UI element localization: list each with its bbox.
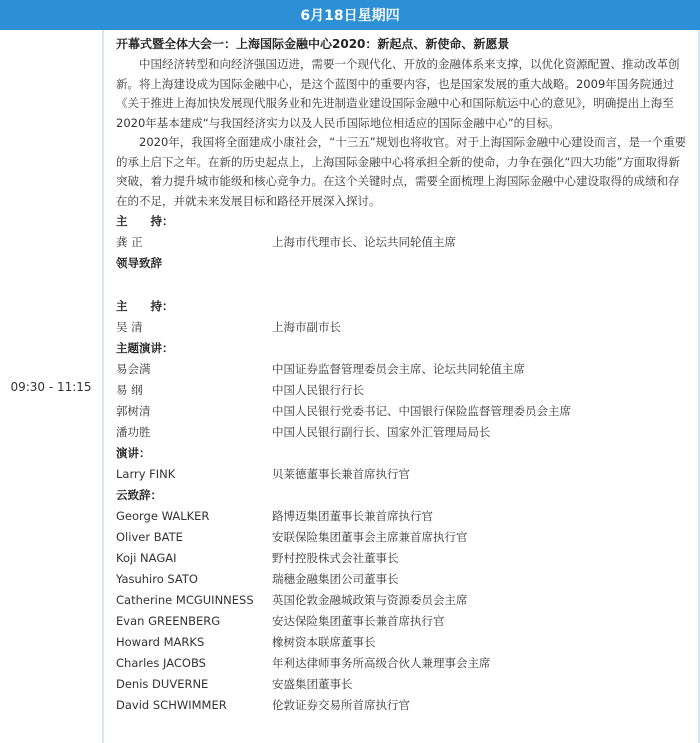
cloud-speaker-row bbox=[116, 569, 688, 590]
cloud-speaker-row bbox=[116, 653, 688, 674]
speaker-name: 易会满 bbox=[116, 362, 151, 376]
cloud-speaker-row bbox=[116, 632, 688, 653]
speaker-title: 安达保险集团董事长兼首席执行官 bbox=[272, 614, 445, 628]
speaker-title: 英国伦敦金融城政策与资源委员会主席 bbox=[272, 593, 468, 607]
speaker-title: 中国证券监督管理委员会主席、论坛共同轮值主席 bbox=[272, 362, 525, 376]
speaker-name: Koji NAGAI bbox=[116, 551, 177, 565]
speaker-name: Oliver BATE bbox=[116, 530, 183, 544]
host-row bbox=[116, 232, 688, 253]
keynote-row bbox=[116, 359, 688, 380]
speaker-name: Evan GREENBERG bbox=[116, 614, 221, 628]
speaker-name: David SCHWIMMER bbox=[116, 698, 227, 712]
cloud-speaker-row bbox=[116, 527, 688, 548]
cloud-speaker-row bbox=[116, 590, 688, 611]
host-label-2: 主 持： bbox=[116, 299, 174, 313]
speaker-title: 橡树资本联席董事长 bbox=[272, 635, 376, 649]
host-name-2: 吴 清 bbox=[116, 320, 143, 334]
date-header bbox=[0, 0, 700, 30]
speaker-title: 中国人民银行副行长、国家外汇管理局局长 bbox=[272, 425, 491, 439]
cloud-speaker-row bbox=[116, 695, 688, 716]
session-time: 09:30 - 11:15 bbox=[10, 379, 92, 394]
keynote-row bbox=[116, 380, 688, 401]
speaker-title: 安联保险集团董事会主席兼首席执行官 bbox=[272, 530, 468, 544]
speaker-name: Yasuhiro SATO bbox=[116, 572, 198, 586]
cloud-speaker-row bbox=[116, 611, 688, 632]
intro-paragraph-2: 2020年，我国将全面建成小康社会，“十三五”规划也将收官。对于上海国际金融中心建设而言，是一个重要的承上启下之年。在新的历史起点上，上海国际金融中心将承担全新的使命，力争在强化“四大功能”方面取得新突破，着力提升城市能级和核心竞争力。在这个关键时点，需要全面梳理上海国际金融中心建设取得的成绩和存在的不足，并就未来发展目标和路径开展深入探讨。 bbox=[116, 135, 687, 208]
speaker-title: 瑞穗金融集团公司董事长 bbox=[272, 572, 399, 586]
speech-row bbox=[116, 464, 688, 485]
speaker-title: 野村控股株式会社董事长 bbox=[272, 551, 399, 565]
speaker-title: 年利达律师事务所高级合伙人兼理事会主席 bbox=[272, 656, 491, 670]
date-header-label: 6月18日星期四 bbox=[300, 8, 400, 24]
host-row-2 bbox=[116, 317, 688, 338]
speaker-name: 潘功胜 bbox=[116, 425, 151, 439]
session-content bbox=[116, 30, 688, 716]
speaker-name: 郭树清 bbox=[116, 404, 151, 418]
column-divider bbox=[102, 30, 104, 743]
host-name: 龚 正 bbox=[116, 235, 143, 249]
speaker-title: 安盛集团董事长 bbox=[272, 677, 353, 691]
speaker-name: George WALKER bbox=[116, 509, 210, 523]
host-title: 上海市代理市长、论坛共同轮值主席 bbox=[272, 235, 456, 249]
leader-speech-label: 领导致辞 bbox=[116, 256, 162, 270]
cloud-speaker-row bbox=[116, 548, 688, 569]
speaker-name: Larry FINK bbox=[116, 467, 176, 481]
time-column bbox=[0, 30, 102, 743]
speaker-name: Denis DUVERNE bbox=[116, 677, 209, 691]
keynote-row bbox=[116, 422, 688, 443]
speaker-title: 贝莱德董事长兼首席执行官 bbox=[272, 467, 410, 481]
speaker-name: 易 纲 bbox=[116, 383, 143, 397]
speaker-name: Howard MARKS bbox=[116, 635, 205, 649]
speech-label: 演讲： bbox=[116, 446, 151, 460]
keynote-label: 主题演讲： bbox=[116, 341, 174, 355]
keynote-row bbox=[116, 401, 688, 422]
spacer bbox=[116, 274, 688, 296]
session-title: 开幕式暨全体大会一：上海国际金融中心2020：新起点、新使命、新愿景 bbox=[116, 37, 510, 51]
speaker-name: Charles JACOBS bbox=[116, 656, 206, 670]
speaker-title: 路博迈集团董事长兼首席执行官 bbox=[272, 509, 433, 523]
cloud-speaker-row bbox=[116, 674, 688, 695]
speaker-title: 中国人民银行行长 bbox=[272, 383, 364, 397]
host-label: 主 持： bbox=[116, 214, 174, 228]
speaker-name: Catherine MCGUINNESS bbox=[116, 593, 254, 607]
speaker-title: 伦敦证券交易所首席执行官 bbox=[272, 698, 410, 712]
cloud-speech-label: 云致辞： bbox=[116, 488, 162, 502]
cloud-speaker-row bbox=[116, 506, 688, 527]
intro-paragraph-1: 中国经济转型和向经济强国迈进，需要一个现代化、开放的金融体系来支撑，以优化资源配置、推动改革创新。将上海建设成为国际金融中心，是这个蓝图中的重要内容，也是国家发展的重大战略。2009年国务院通过《关于推进上海加快发展现代服务业和先进制造业建设国际金融中心和国际航运中心的意见》，明确提出上海至2020年基本建成“与我国经济实力以及人民币国际地位相适应的国际金融中心”的目标。 bbox=[116, 57, 680, 130]
speaker-title: 中国人民银行党委书记、中国银行保险监督管理委员会主席 bbox=[272, 404, 571, 418]
host-title-2: 上海市副市长 bbox=[272, 320, 341, 334]
